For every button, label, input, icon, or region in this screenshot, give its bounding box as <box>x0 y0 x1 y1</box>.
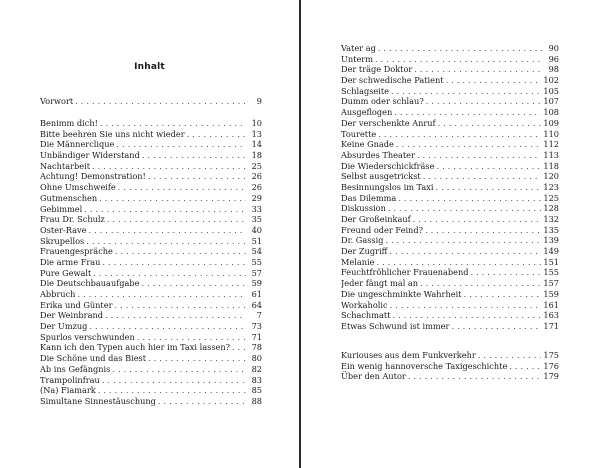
toc-leader-dots <box>148 353 246 364</box>
toc-entry-page: 40 <box>251 224 262 235</box>
toc-entry-title: Ab ins Gefängnis <box>40 363 111 374</box>
toc-entry <box>341 225 559 236</box>
toc-entry <box>40 310 262 321</box>
toc-entry-title: Die arme Frau <box>40 256 101 267</box>
toc-leader-dots <box>385 235 541 246</box>
toc-entry <box>341 75 559 86</box>
toc-leader-dots <box>392 310 541 321</box>
toc-entry-page: 159 <box>543 288 559 299</box>
toc-entry-page: 51 <box>251 235 262 246</box>
toc-entry-page: 73 <box>251 321 262 332</box>
toc-entry <box>341 235 559 246</box>
toc-list-right <box>341 43 559 332</box>
toc-leader-dots <box>463 289 541 300</box>
toc-entry-title: Ohne Umschweife <box>40 182 116 193</box>
toc-entry-page: 113 <box>543 149 559 160</box>
toc-entry-title: Tourette <box>341 128 377 139</box>
toc-leader-dots <box>114 300 246 311</box>
toc-leader-dots <box>99 193 246 204</box>
toc-leader-dots <box>375 54 543 65</box>
toc-entry-page: 125 <box>543 192 559 203</box>
toc-entry-page: 135 <box>543 224 559 235</box>
toc-leader-dots <box>438 118 542 129</box>
toc-entry-page: 105 <box>543 85 559 96</box>
toc-entry-page: 61 <box>251 289 262 299</box>
toc-entry-page: 163 <box>543 310 559 321</box>
toc-entry-title: Die Männerclique <box>40 139 115 150</box>
toc-entry-title: Dr. Gassig <box>341 235 384 246</box>
toc-entry-page: 179 <box>543 371 559 382</box>
toc-leader-dots <box>137 332 246 343</box>
toc-entry <box>341 139 559 150</box>
toc-entry <box>40 385 262 396</box>
toc-entry-page: 96 <box>548 53 559 64</box>
toc-entry-page: 35 <box>251 214 262 225</box>
toc-entry <box>341 257 559 268</box>
toc-leader-dots <box>414 64 543 75</box>
toc-entry <box>40 182 262 193</box>
toc-entry <box>341 246 559 257</box>
toc-entry-title: Der Weinbrand <box>40 310 103 321</box>
toc-leader-dots <box>378 43 543 54</box>
toc-intro <box>40 96 262 107</box>
toc-entry-title: Skrupellos <box>40 235 85 246</box>
toc-entry <box>40 268 262 279</box>
toc-entry-title: Der schwedische Patient <box>341 75 444 86</box>
toc-entry-title: Workaholic <box>341 299 388 310</box>
toc-entry-title: Keine Gnade <box>341 139 394 150</box>
toc-entry-title: (Na) Fiamark <box>40 385 96 396</box>
toc-entry-title: Erika und Günter <box>40 299 113 310</box>
toc-entry-title: Die ungeschminkte Wahrheit <box>341 288 462 299</box>
toc-entry <box>341 203 559 214</box>
toc-entry-page: 82 <box>251 363 262 374</box>
toc-entry-page: 88 <box>251 395 262 406</box>
toc-entry <box>40 278 262 289</box>
toc-entry <box>40 96 262 107</box>
toc-leader-dots <box>436 182 542 193</box>
toc-entry <box>341 193 559 204</box>
toc-entry-page: 171 <box>543 320 559 331</box>
toc-entry-page: 139 <box>543 235 559 246</box>
toc-leader-dots <box>425 225 541 236</box>
toc-leader-dots <box>92 161 246 172</box>
page-title: Inhalt <box>134 62 165 72</box>
toc-entry-title: Schachmatt <box>341 310 391 321</box>
toc-leader-dots <box>398 193 541 204</box>
toc-entry-page: 123 <box>543 181 559 192</box>
toc-entry-page: 175 <box>543 350 559 360</box>
toc-entry-title: Vorwort <box>40 96 74 106</box>
toc-entry-title: Feuchtfröhlicher Frauenabend <box>341 267 469 278</box>
toc-entry-title: Ausgeflogen <box>341 107 393 118</box>
toc-entry-title: Der Großeinkauf <box>341 214 411 224</box>
toc-entry-title: Vater ag <box>341 43 376 53</box>
toc-entry <box>341 182 559 193</box>
toc-entry-title: Besinnungslos im Taxi <box>341 181 434 192</box>
toc-entry-title: Unterm <box>341 53 373 64</box>
toc-entry-title: Selbst ausgetrickst <box>341 171 421 182</box>
toc-entry-title: Simultane Sinnestäuschung <box>40 395 156 406</box>
toc-entry <box>40 257 262 268</box>
toc-entry-page: 26 <box>251 182 262 193</box>
toc-leader-dots <box>102 257 246 268</box>
toc-entry-title: Ein wenig hannoversche Taxigeschichte <box>341 360 508 371</box>
toc-entry-title: Schlagseite <box>341 85 390 96</box>
toc-leader-dots <box>142 150 246 161</box>
toc-entry-page: 155 <box>543 267 559 278</box>
toc-entry-page: 80 <box>251 353 262 364</box>
toc-entry-page: 110 <box>543 128 559 139</box>
toc-leader-dots <box>89 321 246 332</box>
toc-entry <box>40 129 262 140</box>
toc-entry <box>341 161 559 172</box>
toc-leader-dots <box>158 396 246 407</box>
toc-entry <box>341 64 559 75</box>
toc-entry-title: Abbruch <box>40 289 76 299</box>
toc-entry-page: 78 <box>251 342 262 353</box>
toc-leader-dots <box>86 236 246 247</box>
toc-entry-title: Über den Autor <box>341 371 406 382</box>
toc-entry-title: Der verschenkte Anruf <box>341 117 436 128</box>
toc-leader-dots <box>470 267 541 278</box>
toc-leader-dots <box>420 278 541 289</box>
toc-entry-page: 132 <box>543 214 559 224</box>
toc-entry-page: 54 <box>251 246 262 257</box>
toc-entry-title: Der träge Doktor <box>341 64 413 75</box>
toc-entry <box>341 321 559 332</box>
toc-entry <box>40 161 262 172</box>
toc-entry <box>40 396 262 407</box>
toc-list-left <box>40 118 262 407</box>
toc-leader-dots <box>107 214 246 225</box>
toc-entry-page: 128 <box>543 203 559 214</box>
toc-leader-dots <box>389 246 541 257</box>
toc-entry-page: 14 <box>251 139 262 150</box>
toc-entry-page: 120 <box>543 171 559 182</box>
toc-leader-dots <box>118 182 246 193</box>
toc-entry-title: Kuriouses aus dem Funkverkehr <box>341 350 476 360</box>
toc-entry-page: 107 <box>543 96 559 107</box>
toc-entry <box>40 353 262 364</box>
toc-leader-dots <box>396 139 541 150</box>
toc-entry-page: 55 <box>251 256 262 267</box>
toc-entry <box>341 171 559 182</box>
toc-leader-dots <box>105 310 246 321</box>
toc-entry-title: Unbändiger Widerstand <box>40 150 140 161</box>
toc-entry <box>341 267 559 278</box>
toc-leader-dots <box>390 300 542 311</box>
toc-entry-title: Gutmenschen <box>40 192 98 203</box>
toc-entry-title: Jeder fängt mal an <box>341 278 419 289</box>
toc-leader-dots <box>141 278 246 289</box>
toc-leader-dots <box>187 129 246 140</box>
toc-entry-title: Nachtarbeit <box>40 160 90 171</box>
toc-entry-page: 157 <box>543 278 559 289</box>
toc-entry <box>40 204 262 215</box>
toc-entry-page: 108 <box>543 107 559 118</box>
toc-leader-dots <box>436 161 541 172</box>
toc-leader-dots <box>115 246 246 257</box>
toc-entry <box>40 300 262 311</box>
toc-entry-page: 161 <box>543 299 559 310</box>
toc-leader-dots <box>100 118 246 129</box>
toc-entry-page: 149 <box>543 246 559 257</box>
toc-entry <box>341 278 559 289</box>
toc-entry-title: Die Deutschbauaufgabe <box>40 278 140 289</box>
toc-entry-page: 26 <box>251 171 262 182</box>
toc-entry <box>341 86 559 97</box>
toc-entry-page: 176 <box>543 360 559 371</box>
toc-entry-page: 85 <box>251 385 262 396</box>
toc-entry <box>40 375 262 386</box>
toc-list-appendix <box>341 350 559 382</box>
toc-entry-title: Achtung! Demonstration! <box>40 171 146 182</box>
toc-entry <box>40 236 262 247</box>
toc-leader-dots <box>446 75 542 86</box>
toc-entry-title: Der Umzug <box>40 321 88 332</box>
toc-entry <box>341 96 559 107</box>
toc-entry-title: Frau Dr. Schulz <box>40 214 105 225</box>
toc-entry <box>40 342 262 353</box>
toc-entry-title: Etwas Schwund ist immer <box>341 320 450 331</box>
toc-entry-page: 112 <box>543 139 559 150</box>
toc-entry-title: Dumm oder schlau? <box>341 96 424 107</box>
toc-entry-page: 18 <box>251 150 262 161</box>
toc-leader-dots <box>112 364 246 375</box>
toc-entry <box>341 371 559 382</box>
toc-entry <box>341 289 559 300</box>
toc-leader-dots <box>116 139 246 150</box>
toc-entry-title: Das Dilemma <box>341 192 397 203</box>
toc-entry-title: Melanie <box>341 256 375 267</box>
toc-leader-dots <box>77 289 246 300</box>
toc-entry <box>40 171 262 182</box>
toc-entry <box>341 300 559 311</box>
toc-entry <box>40 364 262 375</box>
toc-entry <box>40 214 262 225</box>
toc-entry-title: Bitte beehren Sie uns nicht wieder <box>40 128 185 139</box>
toc-entry-page: 57 <box>251 267 262 278</box>
toc-entry <box>40 139 262 150</box>
toc-entry <box>40 321 262 332</box>
toc-entry-title: Die Wiederschickfräse <box>341 160 435 171</box>
toc-entry <box>341 310 559 321</box>
toc-entry-page: 98 <box>548 64 559 75</box>
toc-entry <box>40 193 262 204</box>
toc-leader-dots <box>413 214 542 225</box>
toc-entry-title: Trampolinfrau <box>40 374 100 385</box>
toc-entry <box>40 246 262 257</box>
toc-leader-dots <box>376 257 541 268</box>
toc-entry-title: Diskussion <box>341 203 386 214</box>
toc-entry-title: Oster-Rave <box>40 224 87 235</box>
toc-entry-title: Freund oder Feind? <box>341 224 423 235</box>
toc-entry <box>40 150 262 161</box>
toc-entry-page: 9 <box>256 96 262 106</box>
toc-leader-dots <box>98 385 246 396</box>
toc-entry-page: 118 <box>543 160 559 171</box>
toc-entry <box>40 289 262 300</box>
toc-entry <box>40 225 262 236</box>
toc-entry <box>341 118 559 129</box>
toc-leader-dots <box>378 129 541 140</box>
toc-entry-title: Kann ich den Typen auch hier im Taxi lassen? <box>40 342 231 353</box>
toc-entry <box>341 350 559 361</box>
toc-entry <box>40 332 262 343</box>
toc-leader-dots <box>148 171 246 182</box>
toc-entry-title: Absurdes Theater <box>341 149 415 160</box>
toc-entry-title: Frauengespräche <box>40 246 113 257</box>
toc-entry-title: Die Schöne und das Biest <box>40 353 147 364</box>
toc-entry-page: 7 <box>256 310 262 321</box>
toc-leader-dots <box>93 268 246 279</box>
toc-entry <box>341 129 559 140</box>
toc-entry-page: 71 <box>251 331 262 342</box>
toc-leader-dots <box>102 375 246 386</box>
toc-entry <box>341 361 559 372</box>
toc-leader-dots <box>408 371 542 382</box>
toc-entry-page: 90 <box>548 43 559 53</box>
toc-entry-page: 83 <box>251 374 262 385</box>
toc-entry-page: 33 <box>251 203 262 214</box>
toc-entry-page: 29 <box>251 192 262 203</box>
toc-entry-title: Spurlos verschwunden <box>40 331 135 342</box>
toc-entry <box>341 43 559 54</box>
toc-entry-page: 59 <box>251 278 262 289</box>
toc-leader-dots <box>451 321 541 332</box>
toc-entry-page: 64 <box>251 299 262 310</box>
toc-entry <box>40 118 262 129</box>
left-page <box>0 0 299 468</box>
toc-leader-dots <box>84 204 246 215</box>
toc-entry <box>341 107 559 118</box>
toc-entry-page: 10 <box>251 118 262 128</box>
toc-entry-page: 102 <box>543 75 559 86</box>
toc-leader-dots <box>388 203 542 214</box>
toc-entry-page: 13 <box>251 128 262 139</box>
toc-leader-dots <box>88 225 246 236</box>
toc-leader-dots <box>423 171 542 182</box>
toc-entry <box>341 150 559 161</box>
toc-entry-title: Gebimmel <box>40 203 83 214</box>
toc-entry <box>341 54 559 65</box>
toc-entry-title: Pure Gewalt <box>40 267 92 278</box>
toc-leader-dots <box>75 96 246 107</box>
toc-entry-title: Benimm dich! <box>40 118 98 128</box>
toc-entry-page: 109 <box>543 117 559 128</box>
toc-entry <box>341 214 559 225</box>
right-page <box>301 0 600 468</box>
toc-entry-page: 25 <box>251 160 262 171</box>
toc-leader-dots <box>417 150 541 161</box>
toc-leader-dots <box>426 96 542 107</box>
toc-leader-dots <box>232 342 246 353</box>
toc-entry-title: Der Zugriff <box>341 246 388 257</box>
toc-leader-dots <box>394 107 541 118</box>
toc-entry-page: 151 <box>543 256 559 267</box>
toc-leader-dots <box>391 86 541 97</box>
toc-leader-dots <box>478 350 542 361</box>
toc-leader-dots <box>509 361 541 372</box>
